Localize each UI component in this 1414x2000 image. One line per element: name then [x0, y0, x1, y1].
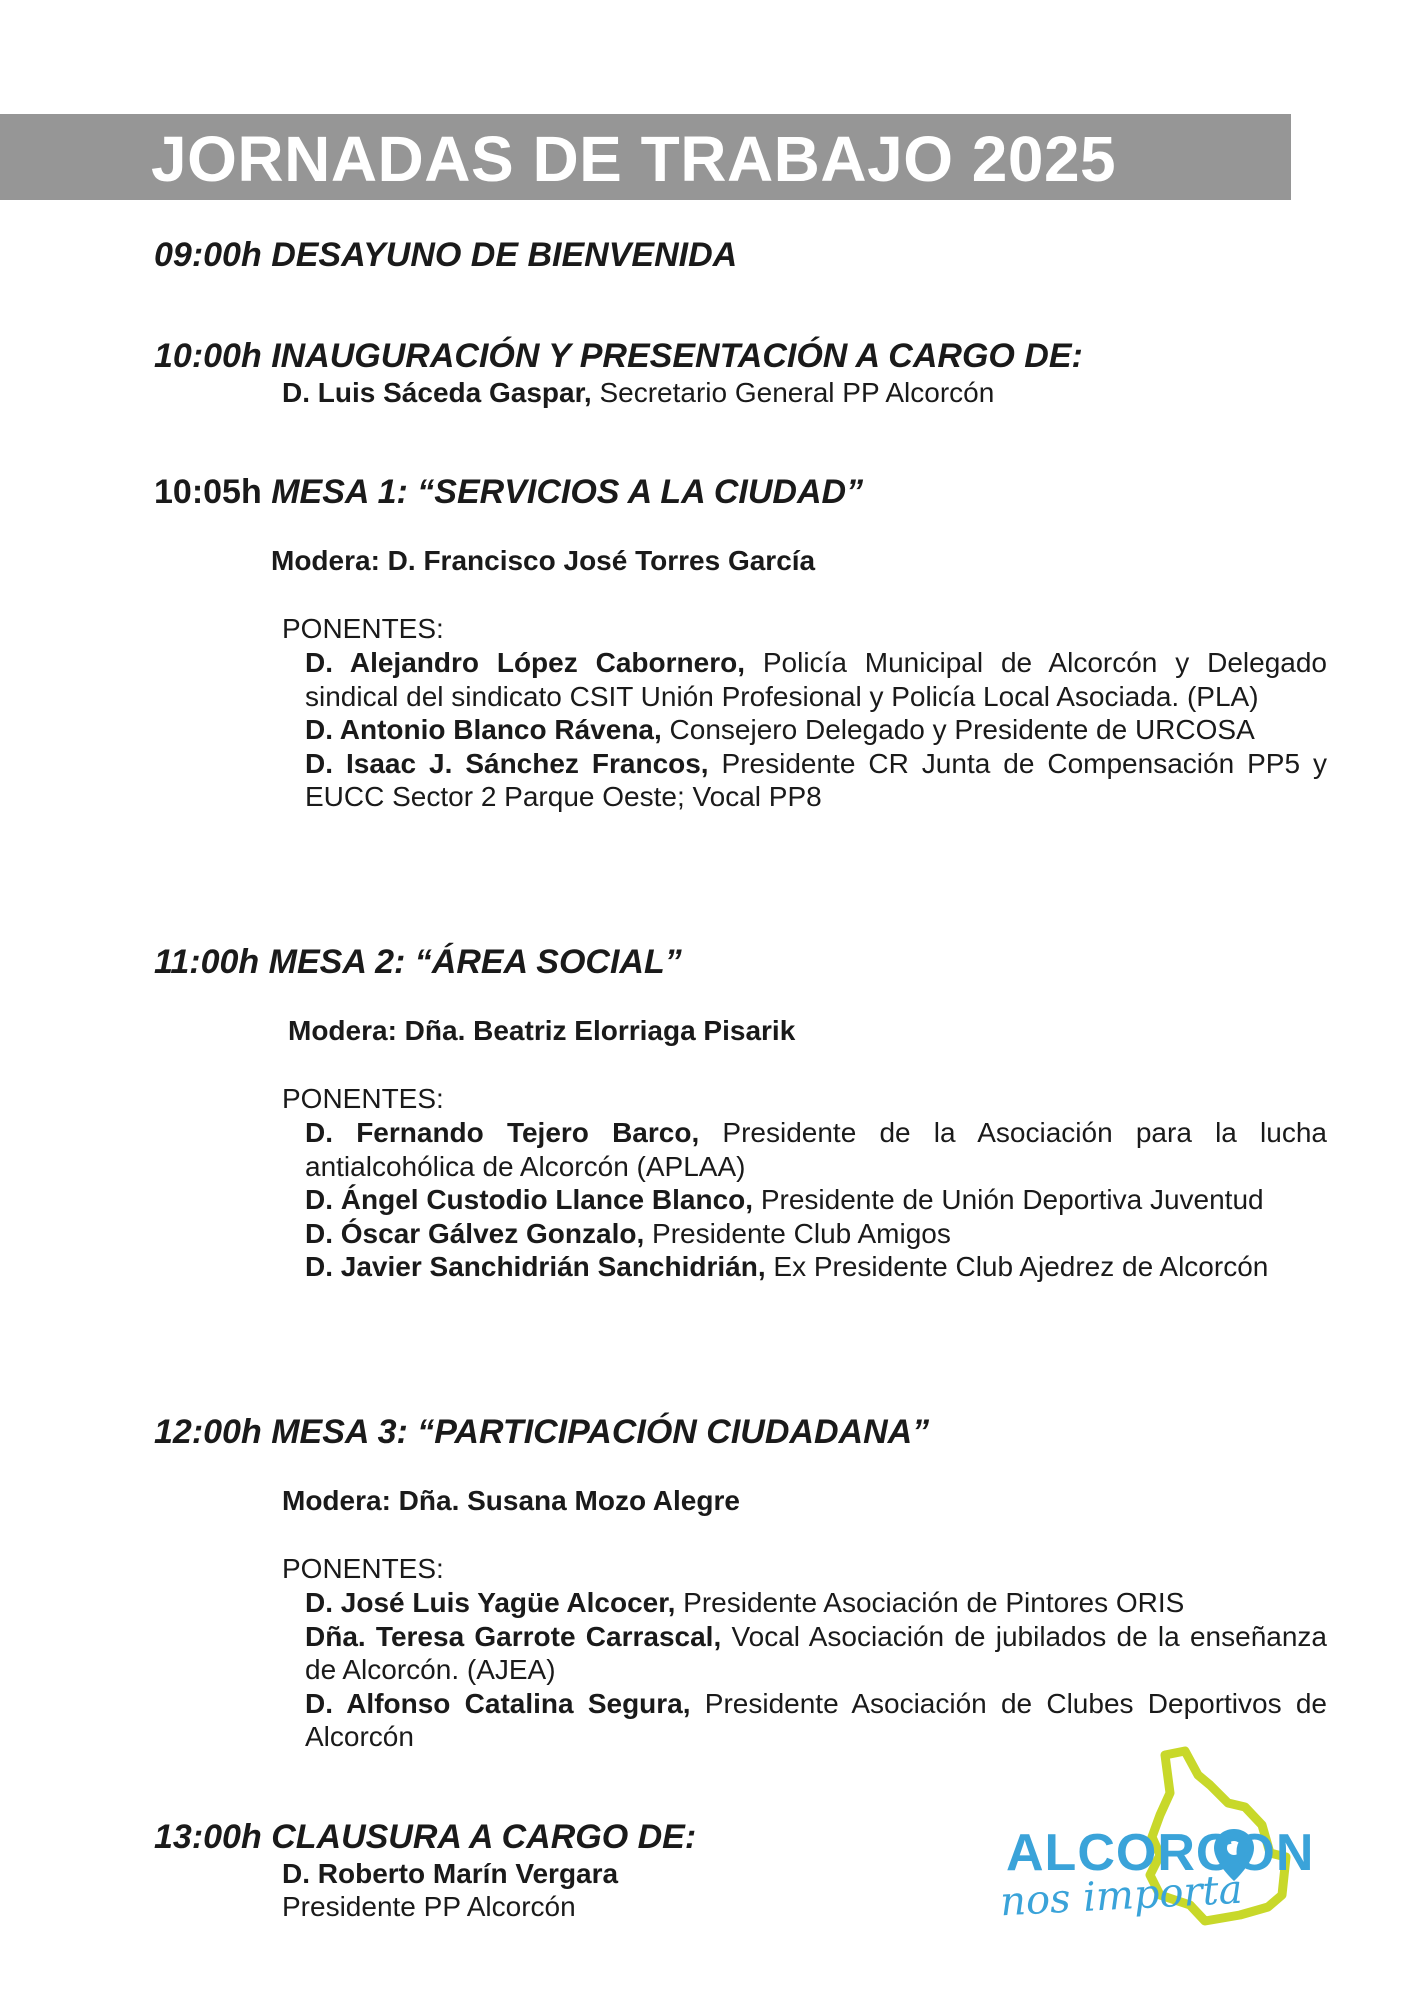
speaker [305, 1183, 1327, 1217]
speaker-role: Vocal Asociación de jubilados de la enseñanza de Alcorcón. (AJEA) [305, 1620, 1327, 1685]
speaker [305, 1217, 1327, 1251]
speaker [305, 1687, 1327, 1754]
opening-speaker-role: Secretario General PP Alcorcón [591, 377, 995, 408]
opening-heading [154, 336, 1083, 376]
closing-label: CLAUSURA A CARGO DE: [271, 1818, 697, 1856]
speaker-role: Presidente Club Amigos [644, 1217, 951, 1249]
speaker [305, 646, 1327, 713]
mesa3-label: MESA 3: “PARTICIPACIÓN CIUDADANA” [271, 1413, 930, 1451]
mesa2-label: MESA 2: “ÁREA SOCIAL” [268, 943, 682, 981]
speaker [305, 1620, 1327, 1687]
closing-time: 13:00h [154, 1818, 262, 1856]
opening-speaker [282, 376, 994, 409]
speaker-role: Ex Presidente Club Ajedrez de Alcorcón [765, 1251, 1269, 1282]
speaker-name: D. José Luis Yagüe Alcocer, [305, 1587, 676, 1618]
opening-speaker-name: D. Luis Sáceda Gaspar, [282, 377, 592, 408]
mesa2-heading [154, 942, 682, 982]
mesa2-ponentes-label: PONENTES: [282, 1083, 444, 1114]
welcome-time: 09:00h [154, 236, 262, 274]
mesa1-label: MESA 1: “SERVICIOS A LA CIUDAD” [271, 473, 864, 511]
speaker [305, 1116, 1327, 1183]
mesa2-speakers [305, 1116, 1327, 1284]
speaker-role: Presidente de Unión Deportiva Juventud [753, 1184, 1264, 1215]
speaker [305, 1250, 1327, 1284]
speaker [305, 747, 1327, 814]
mesa1-ponentes-label: PONENTES: [282, 613, 444, 644]
speaker-role: Presidente Asociación de Pintores ORIS [675, 1587, 1185, 1618]
speaker-role: Presidente CR Junta de Compensación PP5 y EUCC Sector 2 Parque Oeste; Vocal PP8 [305, 747, 1327, 812]
speaker-role: Presidente Asociación de Clubes Deportivos de Alcorcón [305, 1687, 1327, 1752]
speaker-name: D. Alejandro López Cabornero, [305, 647, 745, 678]
closing-speaker-role: Presidente PP Alcorcón [282, 1891, 576, 1922]
mesa1-time: 10:05h [154, 473, 262, 511]
speaker-name: Dña. Teresa Garrote Carrascal, [305, 1620, 722, 1652]
welcome-label: DESAYUNO DE BIENVENIDA [271, 236, 738, 274]
speaker-role: Presidente de la Asociación para la lucha antialcohólica de Alcorcón (APLAA) [305, 1117, 1327, 1182]
speaker-role: Consejero Delegado y Presidente de URCOSA [661, 714, 1255, 745]
mesa1-heading [154, 472, 863, 512]
speaker-name: D. Isaac J. Sánchez Francos, [305, 747, 709, 779]
logo-wordmark: ALCORCON [1006, 1824, 1315, 1882]
logo-tagline: nos importa [998, 1866, 1244, 1926]
closing-heading [154, 1817, 696, 1857]
mesa2-moderator: Modera: Dña. Beatriz Elorriaga Pisarik [288, 1015, 796, 1046]
speaker-name: D. Antonio Blanco Rávena, [305, 714, 662, 745]
mesa3-time: 12:00h [154, 1413, 262, 1451]
speaker [305, 1586, 1327, 1620]
closing-speaker-name: D. Roberto Marín Vergara [282, 1858, 619, 1889]
mesa2-time: 11:00h [154, 943, 260, 981]
speaker-name: D. Fernando Tejero Barco, [305, 1117, 700, 1148]
opening-label: INAUGURACIÓN Y PRESENTACIÓN A CARGO DE: [271, 337, 1083, 375]
speaker-name: D. Óscar Gálvez Gonzalo, [305, 1217, 645, 1249]
speaker-name: D. Javier Sanchidrián Sanchidrián, [305, 1251, 766, 1282]
speaker-role: Policía Municipal de Alcorcón y Delegado sindical del sindicato CSIT Unión Profesional y Policía Local Asociada. (PLA) [305, 647, 1328, 712]
speaker [305, 713, 1327, 747]
mesa1-speakers [305, 646, 1327, 814]
mesa3-heading [154, 1412, 929, 1452]
welcome-heading [154, 235, 737, 275]
speaker-name: D. Alfonso Catalina Segura, [305, 1687, 691, 1719]
page-title: JORNADAS DE TRABAJO 2025 [151, 123, 1117, 195]
speaker-name: D. Ángel Custodio Llance Blanco, [305, 1184, 754, 1215]
mesa3-moderator: Modera: Dña. Susana Mozo Alegre [282, 1485, 740, 1516]
mesa1-moderator: Modera: D. Francisco José Torres García [271, 545, 816, 576]
mesa3-ponentes-label: PONENTES: [282, 1553, 444, 1584]
alcorcon-logo [998, 1745, 1315, 1935]
mesa3-speakers [305, 1586, 1327, 1754]
opening-time: 10:00h [154, 337, 262, 375]
